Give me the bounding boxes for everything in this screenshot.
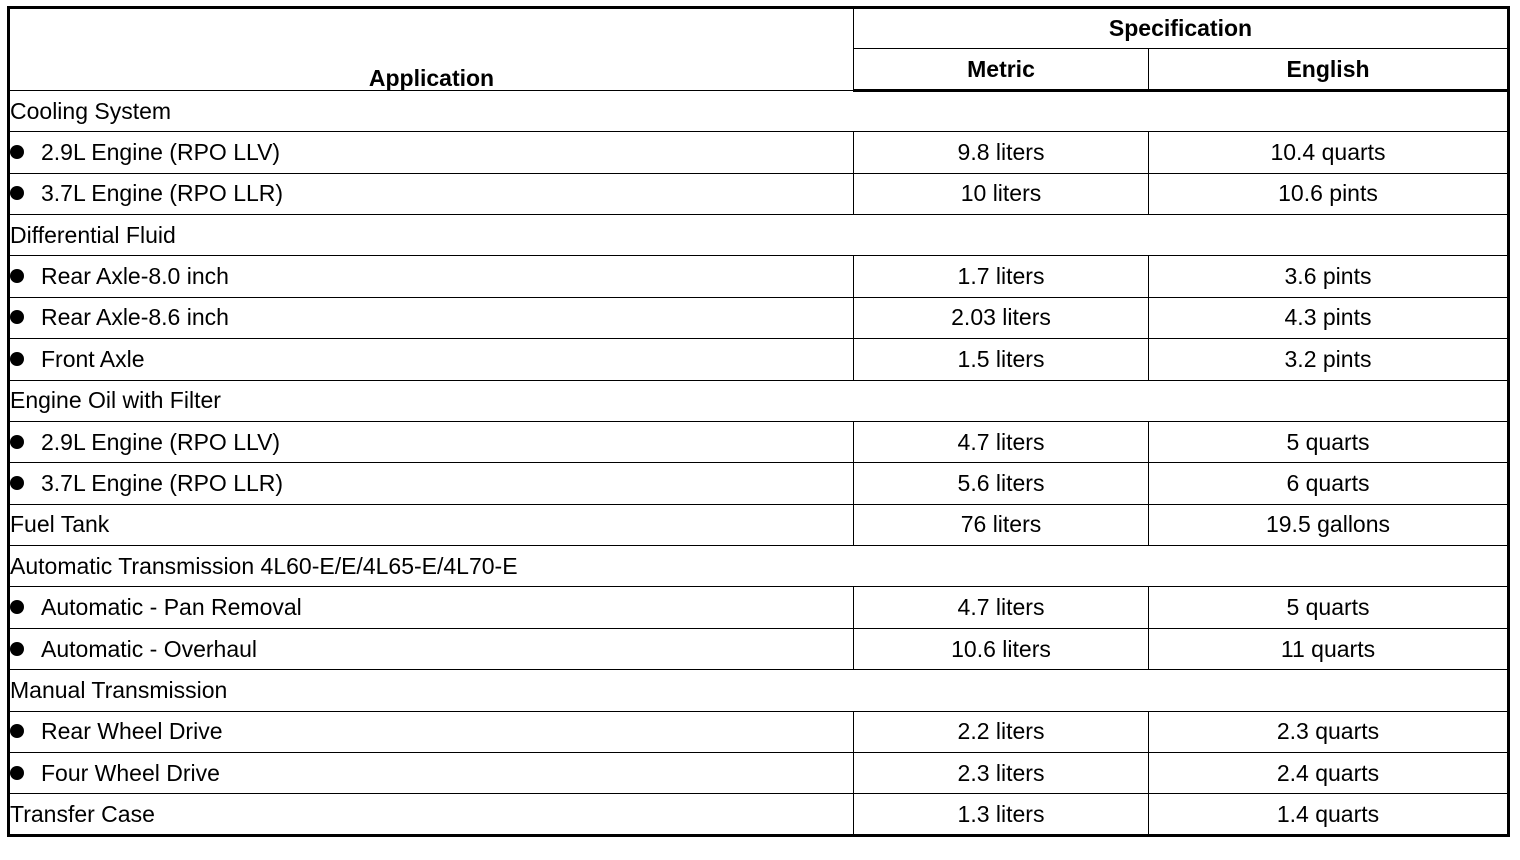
application-cell — [9, 628, 854, 669]
table-row — [9, 297, 1509, 338]
header-row-top — [9, 8, 1509, 49]
metric-value: 1.5 liters — [854, 339, 1149, 380]
table-group-row — [9, 670, 1509, 711]
metric-value: 10.6 liters — [854, 628, 1149, 669]
english-value: 6 quarts — [1149, 463, 1509, 504]
metric-value: 2.2 liters — [854, 711, 1149, 752]
application-cell — [9, 753, 854, 794]
table-group-row — [9, 546, 1509, 587]
group-label: Engine Oil with Filter — [9, 380, 1509, 421]
application-label: Rear Wheel Drive — [41, 718, 223, 745]
table-group-row — [9, 504, 1509, 545]
bullet-icon — [10, 310, 24, 324]
application-cell — [9, 711, 854, 752]
metric-value: 2.3 liters — [854, 753, 1149, 794]
application-label: Rear Axle-8.0 inch — [41, 263, 229, 290]
metric-column-header: Metric — [854, 49, 1149, 90]
fluid-capacity-table — [7, 6, 1510, 837]
bullet-icon — [10, 766, 24, 780]
application-label: Automatic - Pan Removal — [41, 594, 302, 621]
specification-column-header: Specification — [854, 8, 1509, 49]
table-row — [9, 339, 1509, 380]
metric-value: 4.7 liters — [854, 421, 1149, 462]
table-group-row — [9, 794, 1509, 835]
table-group-row — [9, 90, 1509, 131]
application-cell — [9, 256, 854, 297]
metric-value: 76 liters — [854, 504, 1149, 545]
english-value: 3.6 pints — [1149, 256, 1509, 297]
metric-value: 1.7 liters — [854, 256, 1149, 297]
table-group-row — [9, 380, 1509, 421]
metric-value: 2.03 liters — [854, 297, 1149, 338]
bullet-icon — [10, 476, 24, 490]
table-body — [9, 90, 1509, 835]
table-row — [9, 711, 1509, 752]
metric-value: 5.6 liters — [854, 463, 1149, 504]
metric-value: 9.8 liters — [854, 132, 1149, 173]
application-label: Rear Axle-8.6 inch — [41, 304, 229, 331]
application-cell — [9, 339, 854, 380]
application-label: 2.9L Engine (RPO LLV) — [41, 428, 281, 455]
bullet-icon — [10, 600, 24, 614]
english-value: 4.3 pints — [1149, 297, 1509, 338]
bullet-icon — [10, 145, 24, 159]
group-label: Fuel Tank — [9, 504, 854, 545]
application-cell — [9, 421, 854, 462]
bullet-icon — [10, 435, 24, 449]
table-row — [9, 587, 1509, 628]
application-label: 3.7L Engine (RPO LLR) — [41, 180, 284, 207]
metric-value: 1.3 liters — [854, 794, 1149, 835]
english-value: 10.6 pints — [1149, 173, 1509, 214]
english-value: 10.4 quarts — [1149, 132, 1509, 173]
application-cell — [9, 173, 854, 214]
bullet-icon — [10, 186, 24, 200]
english-value: 5 quarts — [1149, 587, 1509, 628]
application-column-header: Application — [9, 8, 854, 91]
table-row — [9, 463, 1509, 504]
table-group-row — [9, 214, 1509, 255]
application-cell — [9, 587, 854, 628]
bullet-icon — [10, 642, 24, 656]
metric-value: 10 liters — [854, 173, 1149, 214]
english-value: 5 quarts — [1149, 421, 1509, 462]
application-label: Automatic - Overhaul — [41, 635, 258, 662]
application-cell — [9, 132, 854, 173]
application-label: Front Axle — [41, 345, 145, 372]
table-header — [9, 8, 1509, 91]
metric-value: 4.7 liters — [854, 587, 1149, 628]
english-value: 1.4 quarts — [1149, 794, 1509, 835]
group-label: Differential Fluid — [9, 214, 1509, 255]
application-cell — [9, 463, 854, 504]
table-row — [9, 132, 1509, 173]
group-label: Cooling System — [9, 90, 1509, 131]
table-row — [9, 628, 1509, 669]
english-column-header: English — [1149, 49, 1509, 90]
bullet-icon — [10, 724, 24, 738]
group-label: Automatic Transmission 4L60-E/E/4L65-E/4L70-E — [9, 546, 1509, 587]
table-row — [9, 173, 1509, 214]
bullet-icon — [10, 269, 24, 283]
group-label: Manual Transmission — [9, 670, 1509, 711]
english-value: 2.3 quarts — [1149, 711, 1509, 752]
application-label: 2.9L Engine (RPO LLV) — [41, 138, 281, 165]
english-value: 3.2 pints — [1149, 339, 1509, 380]
english-value: 11 quarts — [1149, 628, 1509, 669]
table-row — [9, 753, 1509, 794]
application-cell — [9, 297, 854, 338]
table-row — [9, 421, 1509, 462]
application-label: 3.7L Engine (RPO LLR) — [41, 469, 284, 496]
group-label: Transfer Case — [9, 794, 854, 835]
english-value: 2.4 quarts — [1149, 753, 1509, 794]
table-row — [9, 256, 1509, 297]
application-label: Four Wheel Drive — [41, 759, 220, 786]
bullet-icon — [10, 352, 24, 366]
english-value: 19.5 gallons — [1149, 504, 1509, 545]
